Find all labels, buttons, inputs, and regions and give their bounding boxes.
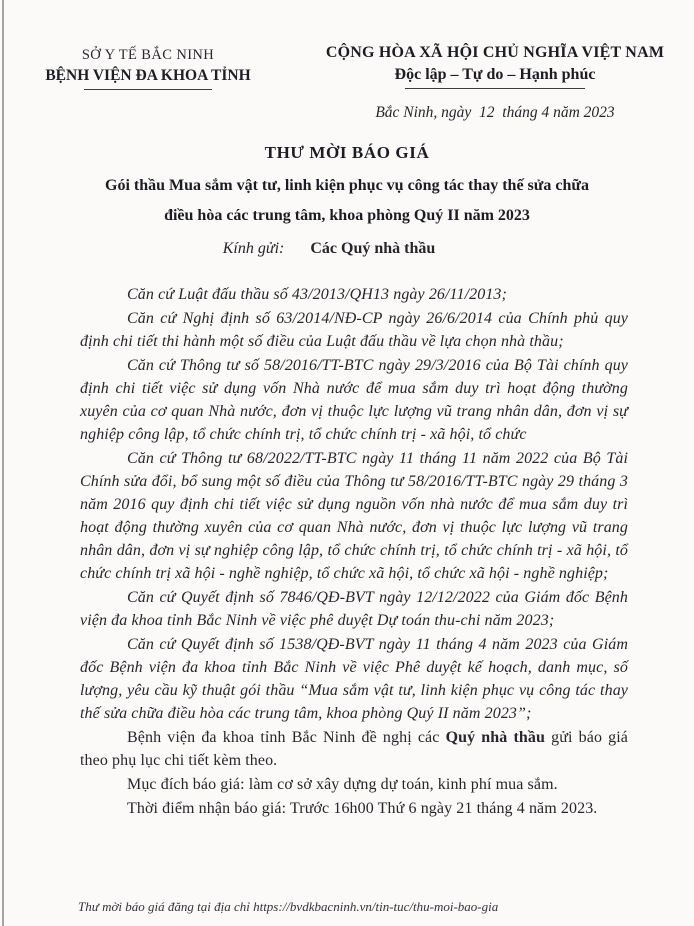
org-name: BỆNH VIỆN ĐA KHOA TỈNH [45, 67, 251, 84]
org-underline [84, 89, 212, 90]
legal-basis-paragraph: Căn cứ Thông tư số 58/2016/TT-BTC ngày 29/3/2016 của Bộ Tài chính quy định chi tiết việc sử dụng vốn Nhà nước để mua sắm duy trì hoạt động thường xuyên của cơ quan Nhà nước, đơn vị thuộc lực lượng vũ trang nhân dân, đơn vị sự nghiệp công lập, tổ chức chính trị, tổ chức chính trị - xã hội, tổ chức [80, 357, 628, 443]
title-block [0, 143, 694, 258]
legal-basis-paragraph: Căn cứ Nghị định số 63/2014/NĐ-CP ngày 26/6/2014 của Chính phủ quy định chi tiết thi hành một số điều của Luật đấu thầu về lựa chọn nhà thầu; [80, 310, 628, 350]
salutation-row [0, 240, 676, 258]
page-title: THƯ MỜI BÁO GIÁ [264, 143, 430, 162]
document-body [80, 283, 628, 820]
request-text-pre: Bệnh viện đa khoa tỉnh Bắc Ninh đề nghị các [127, 729, 446, 746]
legal-basis-paragraph: Căn cứ Thông tư 68/2022/TT-BTC ngày 11 tháng 11 năm 2022 của Bộ Tài Chính sửa đổi, bổ sung một số điều của Thông tư 58/2016/TT-BTC ngày 29 tháng 3 năm 2016 quy định chi tiết việc sử dụng nguồn vốn nhà nước để mua sắm duy trì hoạt động thường xuyên của cơ quan Nhà nước, đơn vị thuộc lực lượng vũ trang nhân dân, đơn vị sự nghiệp công lập, tổ chức chính trị, tổ chức chính trị - xã hội, tổ chức chính trị xã hội - nghề nghiệp, tổ chức xã hội, tổ chức xã hội - nghề nghiệp; [80, 450, 628, 582]
issuing-org-block [0, 44, 296, 122]
document-header [0, 44, 694, 122]
legal-basis-paragraph: Căn cứ Quyết định số 1538/QĐ-BVT ngày 11 tháng 4 năm 2023 của Giám đốc Bệnh viện đa khoa tỉnh Bắc Ninh về việc Phê duyệt kế hoạch, danh mục, số lượng, yêu cầu kỹ thuật gói thầu “Mua sắm vật tư, linh kiện phục vụ công tác thay thế sửa chữa điều hòa các trung tâm, khoa phòng Quý II năm 2023”; [80, 636, 628, 722]
salutation-label: Kính gửi: [222, 240, 285, 257]
national-header-block [296, 44, 694, 122]
legal-basis-paragraph: Căn cứ Quyết định số 7846/QĐ-BVT ngày 12/12/2022 của Giám đốc Bệnh viện đa khoa tỉnh Bắc Ninh về việc phê duyệt Dự toán thu-chi năm 2023; [80, 589, 628, 629]
request-text-post: gửi báo giá theo phụ lục chi tiết kèm theo. [80, 729, 628, 769]
footer-note: Thư mời báo giá đăng tại địa chỉ https://bvdkbacninh.vn/tin-tuc/thu-moi-bao-gia [78, 899, 499, 914]
national-title: CỘNG HÒA XÃ HỘI CHỦ NGHĨA VIỆT NAM [325, 44, 665, 61]
subtitle-line-1: Gói thầu Mua sắm vật tư, linh kiện phục vụ công tác thay thế sửa chữa [105, 177, 589, 194]
request-paragraph [80, 726, 628, 772]
legal-basis-paragraph: Căn cứ Luật đấu thầu số 43/2013/QH13 ngày 26/11/2013; [127, 286, 507, 303]
place-date-line: Bắc Ninh, ngày 12 tháng 4 năm 2023 [375, 104, 615, 121]
document-subtitle [0, 171, 694, 231]
purpose-line: Mục đích báo giá: làm cơ sở xây dựng dự toán, kinh phí mua sắm. [127, 776, 558, 793]
salutation-recipient: Các Quý nhà thầu [310, 240, 436, 257]
national-motto: Độc lập – Tự do – Hạnh phúc [394, 66, 596, 83]
org-parent-name: SỞ Y TẾ BẮC NINH [81, 47, 215, 63]
request-text-bold: Quý nhà thầu [445, 729, 546, 746]
motto-underline [405, 88, 585, 89]
deadline-line: Thời điểm nhận báo giá: Trước 16h00 Thứ 6 ngày 21 tháng 4 năm 2023. [127, 800, 598, 817]
scan-edge-line [2, 0, 4, 926]
subtitle-line-2: điều hòa các trung tâm, khoa phòng Quý II năm 2023 [164, 207, 530, 224]
